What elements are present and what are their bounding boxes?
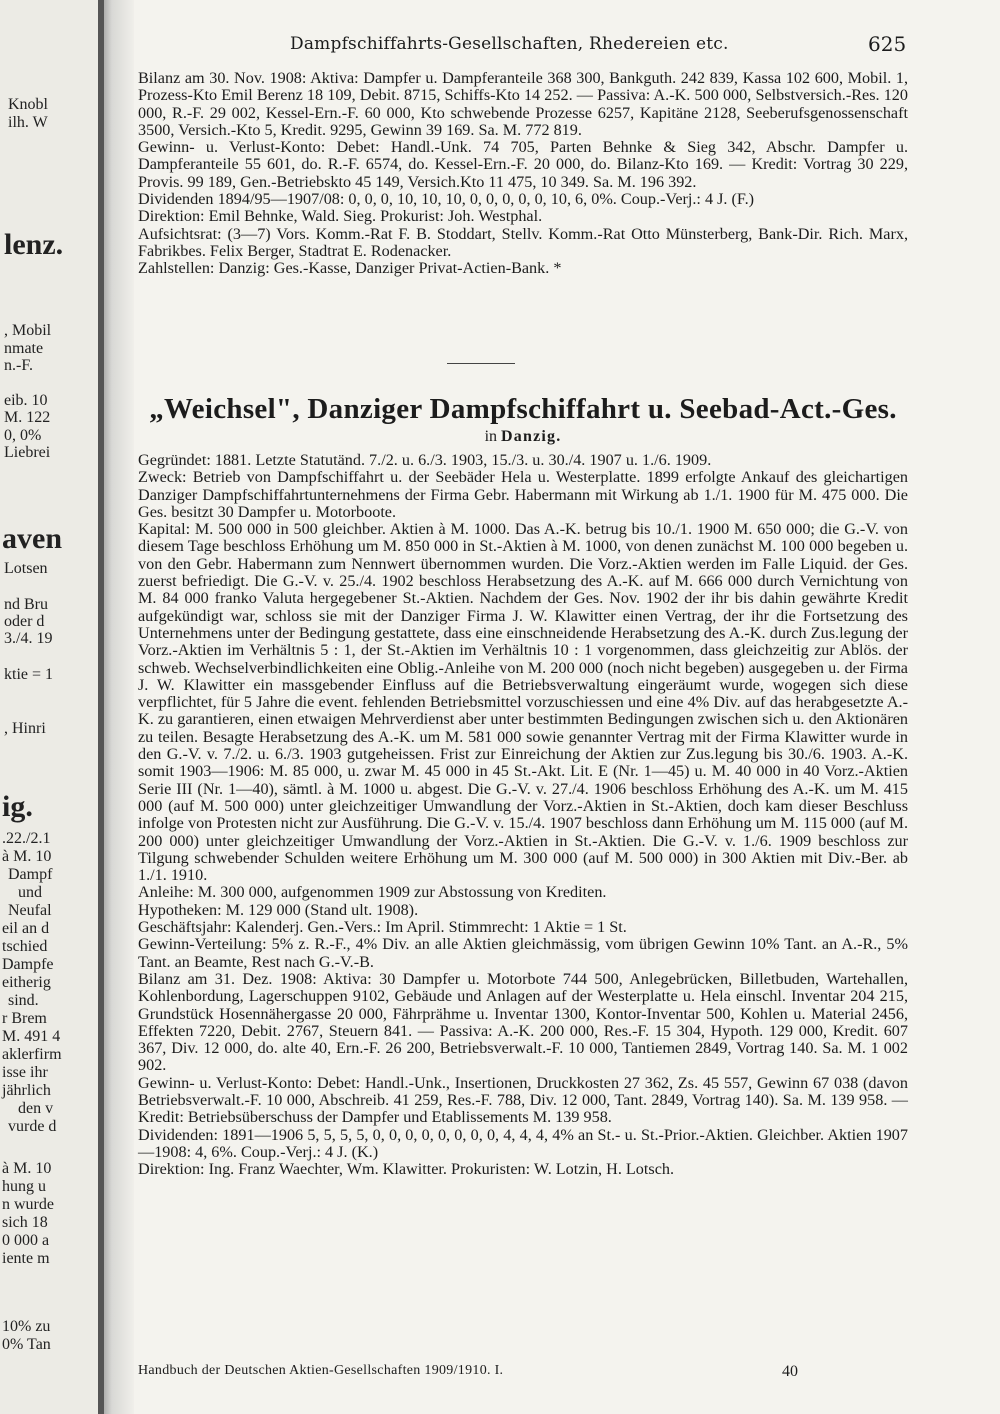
- management: Direktion: Emil Behnke, Wald. Sieg. Prokurist: Joh. Westphal.: [138, 207, 543, 226]
- company-location: [138, 428, 908, 446]
- dividends: Dividenden 1894/95—1907/08: 0, 0, 0, 10, 10, 10, 0, 0, 0, 0, 0, 10, 6, 0%. Coup.-Verj.: 4 J. (F.): [138, 190, 755, 209]
- facing-line: eil an d: [2, 920, 50, 937]
- signature-mark: 40: [782, 1363, 798, 1380]
- profit-loss-account: Gewinn- u. Verlust-Konto: Debet: Handl.-Unk. 74 705, Parten Behnke & Sieg 342, Abschr. Dampfer u. Dampferanteile 55 601, do. R.-F. 6574, do. Kessel-Ern.-F. 20 000, do. Bilanz-Kto 169. — Kredit: Vortrag 30 229, Provis. 99 189, Gen.-Betriebskto 45 149, Versich.Kto 11 475, 10 349. Sa. M. 196 392.: [138, 138, 908, 191]
- facing-line: ilh. W: [8, 114, 48, 131]
- facing-line: Dampfe: [2, 956, 54, 973]
- location-city: Danzig.: [501, 428, 562, 445]
- facing-line: jährlich: [2, 1082, 51, 1099]
- facing-line: nd Bru: [4, 596, 48, 613]
- dividends: Dividenden: 1891—1906 5, 5, 5, 5, 0, 0, 0, 0, 0, 0, 0, 0, 4, 4, 4, 4% an St.- u. St.-Prior.-Aktien. Gleichber. Aktien 1907—1908: 4, 6%. Coup.-Verj.: 4 J. (K.): [138, 1125, 908, 1161]
- facing-line: Dampf: [8, 866, 53, 883]
- page-number: 625: [868, 32, 907, 56]
- running-title: Dampfschiffahrts-Gesellschaften, Rhedereien etc.: [290, 34, 729, 54]
- facing-line: à M. 10: [2, 848, 52, 865]
- facing-line: aklerfirm: [2, 1046, 62, 1063]
- founded: Gegründet: 1881. Letzte Statutänd. 7./2. u. 6./3. 1903, 15./3. u. 30./4. 1907 u. 1./6. 1909.: [138, 451, 712, 469]
- facing-line: M. 122: [4, 409, 51, 426]
- facing-line: Neufal: [8, 902, 52, 919]
- paying-agents: Zahlstellen: Danzig: Ges.-Kasse, Danziger Privat-Actien-Bank. *: [138, 259, 562, 278]
- facing-line: lenz.: [4, 228, 64, 261]
- company-entry: [138, 452, 908, 1178]
- facing-line: 10% zu: [2, 1318, 51, 1335]
- facing-line: nmate: [4, 340, 44, 357]
- mortgages: Hypotheken: M. 129 000 (Stand ult. 1908).: [138, 900, 419, 919]
- facing-line: sich 18: [2, 1214, 48, 1231]
- facing-line: eitherig: [2, 974, 51, 991]
- facing-line: aven: [2, 522, 62, 555]
- facing-line: oder d: [4, 613, 45, 630]
- facing-line: 3./4. 19: [4, 630, 53, 647]
- facing-line: , Mobil: [4, 322, 52, 339]
- company-title: „Weichsel", Danziger Dampfschiffahrt u. Seebad-Act.-Ges.: [149, 393, 897, 425]
- facing-line: iente m: [2, 1250, 50, 1267]
- capital: Kapital: M. 500 000 in 500 gleichber. Aktien à M. 1000. Das A.-K. betrug bis 10./1. 1900 M. 650 000; die G.-V. von diesem Tage beschloss Erhöhung um M. 850 000 in St.-Aktien à M. 1000, von denen zunächst M. 100 000 begeben u. von den Gebr. Habermann zum Nennwert übernommen wurden. Die Vorz.-Aktien werden im Falle Liquid. der Ges. zuerst befriedigt. Die G.-V. v. 25./4. 1902 beschloss Herabsetzung des A.-K. auf M. 666 000 durch Vernichtung von M. 84 000 franko Valuta hergegebener St.-Aktien. Nachdem der Ges. Nov. 1902 der ihr bis dahin gewährte Kredit aufgekündigt war, schloss sie mit der Danziger Firma J. W. Klawitter einen Vertrag, der ihr die Fortsetzung des Unternehmens unter der Bedingung gestattete, dass eine einschneidende Herabsetzung des A.-K. durch Zus.legung der Vorz.-Aktien im Verhältnis 5 : 1, der St.-Aktien im Verhältnis 10 : 1 vorgenommen, dass gleichzeitig zur Ablös. der schweb. Wechselverbindlichkeiten eine Oblig.-Anleihe von M. 200 000 (noch nicht begeben) ausgegeben u. der Firma J. W. Klawitter ein massgebender Einfluss auf die Betriebsverwaltung eingeräumt wurde, wogegen sich diese verpflichtet, für 5 Jahre die event. fehlenden Betriebsmittel vorzuschiessen und eine 4% Div. auf das herabgesetzte A.-K. zu garantieren, einen etwaigen Mehrverdienst aber unter bestimmten Bedingungen zwischen sich u. den Aktionären zu teilen. Besagte Herabsetzung des A.-K. um M. 581 000 sowie genannter Vertrag mit der Firma Klawitter wurde in den G.-V. v. 7./2. u. 6./3. 1903 gutgeheissen. Frist zur Einreichung der Aktien zur Zus.legung bis 30./6. 1903. A.-K. somit 1903—1906: M. 85 000, u. zwar M. 45 000 in 45 St.-Akt. Lit. E (Nr. 1—45) u. M. 40 000 in 40 Vorz.-Aktien Serie III (Nr. 1—40), sämtl. à M. 1000 u. abgest. Die G.-V. v. 27./4. 1906 beschloss Erhöhung des A.-K. um M. 415 000 (auf M. 500 000) unter gleichzeitiger Umwandlung der Vorz.-Aktien in St.-Aktien, doch kam dieser Beschluss infolge von Protesten nicht zur Ausführung. Die G.-V. v. 15./4. 1907 beschloss dann Erhöhung um M. 115 000 (auf M. 200 000) unter gleichzeitiger Umwandlung der Vorz.-Aktien in St.-Aktien. Die G.-V. v. 1./6. 1909 beschloss zur Tilgung schwebender Schulden weitere Erhöhung um M. 300 000 (auf M. 500 000) in 300 Aktien mit Div.-Ber. ab 1./1. 1910.: [138, 520, 908, 885]
- facing-line: 0, 0%: [4, 427, 42, 444]
- facing-line: M. 491 4: [2, 1028, 61, 1045]
- location-prefix: in: [484, 428, 498, 445]
- facing-line: isse ihr: [2, 1064, 48, 1081]
- balance-sheet-1908-dec: Bilanz am 31. Dez. 1908: Aktiva: 30 Dampfer u. Motorbote 744 500, Anlegebrücken, Billetbuden, Wartehallen, Kohlenbordung, Lagerschuppen 9102, Gebäude und Anlagen auf der Westerplatte u. Hela einschl. Inventar 204 215, Grundstück Hosennähergasse 20 000, Fährprähme u. Inventar 1300, Kontor-Inventar 500, Kohlen u. Material 2456, Effekten 7220, Debit. 2767, Steuern 841. — Passiva: A.-K. 200 000, Res.-F. 15 304, Hypoth. 129 000, Kredit. 607 367, Div. 12 000, do. alte 40, Ern.-F. 26 200, Betriebsverwalt.-F. 10 000, Tantiemen 2849, Vortrag 140. Sa. M. 1 002 902.: [138, 969, 908, 1075]
- facing-line: tschied: [2, 938, 48, 955]
- facing-line: r Brem: [2, 1010, 47, 1027]
- facing-line: eib. 10: [4, 392, 48, 409]
- supervisory-board: Aufsichtsrat: (3—7) Vors. Komm.-Rat F. B. Stoddart, Stellv. Komm.-Rat Otto Münsterberg, Bank-Dir. Rich. Marx, Fabrikbes. Felix Berger, Stadtrat E. Rodenacker.: [138, 224, 908, 260]
- profit-distribution: Gewinn-Verteilung: 5% z. R.-F., 4% Div. an alle Aktien gleichmässig, vom übrigen Gewinn 10% Tant. an A.-R., 5% Tant. an Beamte, Rest nach G.-V.-B.: [138, 935, 908, 971]
- section-divider: [447, 363, 515, 364]
- facing-line: à M. 10: [2, 1160, 52, 1177]
- business-year: Geschäftsjahr: Kalenderj. Gen.-Vers.: Im April. Stimmrecht: 1 Aktie = 1 St.: [138, 918, 627, 937]
- facing-line: Liebrei: [4, 444, 51, 461]
- loan: Anleihe: M. 300 000, aufgenommen 1909 zur Abstossung von Krediten.: [138, 883, 607, 902]
- facing-line: vurde d: [8, 1118, 57, 1135]
- book-footer: Handbuch der Deutschen Aktien-Gesellschaften 1909/1910. I.: [138, 1363, 504, 1378]
- facing-line: 0% Tan: [2, 1336, 51, 1353]
- facing-line: 0 000 a: [2, 1232, 50, 1249]
- facing-line: ktie = 1: [4, 666, 54, 683]
- facing-line: den v: [18, 1100, 54, 1117]
- facing-line: Knobl: [8, 96, 48, 113]
- facing-line: sind.: [8, 992, 39, 1009]
- facing-line: ig.: [2, 790, 33, 823]
- facing-line: hung u: [2, 1178, 46, 1195]
- facing-line: n.-F.: [4, 357, 33, 374]
- facing-page-fragment: [0, 0, 108, 1414]
- book-gutter-shadow: [100, 0, 134, 1414]
- facing-line: Lotsen: [4, 560, 48, 577]
- facing-line: .22./2.1: [2, 830, 51, 847]
- purpose: Zweck: Betrieb von Dampfschiffahrt u. der Seebäder Hela u. Westerplatte. 1899 erfolgte Ankauf des gleichartigen Danziger Dampfschiffahrtunternehmens der Firma Gebr. Habermann mit Wirkung ab 1./1. 1900 für M. 475 000. Die Ges. besitzt 30 Dampfer u. Motorboote.: [138, 468, 908, 521]
- profit-loss-account: Gewinn- u. Verlust-Konto: Debet: Handl.-Unk., Insertionen, Druckkosten 27 362, Zs. 45 557, Gewinn 67 038 (davon Betriebsverwalt.-F. 10 000, Abschreib. 41 259, Res.-F. 788, Div. 12 000, Tant. 2849, Vortrag 140). Sa. M. 139 958. — Kredit: Betriebsüberschuss der Dampfer und Etablissements M. 139 958.: [138, 1073, 908, 1127]
- facing-line: n wurde: [2, 1196, 54, 1213]
- previous-company-entry: [138, 70, 908, 278]
- facing-line: und: [18, 884, 42, 901]
- facing-line: , Hinri: [4, 720, 46, 737]
- page-edge: [98, 0, 104, 1414]
- management: Direktion: Ing. Franz Waechter, Wm. Klawitter. Prokuristen: W. Lotzin, H. Lotsch.: [138, 1160, 675, 1179]
- balance-sheet-1908-nov: Bilanz am 30. Nov. 1908: Aktiva: Dampfer u. Dampferanteile 368 300, Bankguth. 242 839, Kassa 102 600, Mobil. 1, Prozess-Kto Emil Berenz 18 109, Debit. 8715, Schiffs-Kto 14 252. — Passiva: A.-K. 500 000, Selbstversich.-Res. 120 000, R.-F. 29 002, Kessel-Ern.-F. 60 000, Kto schwebende Prozesse 6257, Kapitäne 2128, Seeberufsgenossenschaft 3500, Versich.-Kto 5, Kredit. 9295, Gewinn 39 169. Sa. M. 772 819.: [138, 69, 908, 139]
